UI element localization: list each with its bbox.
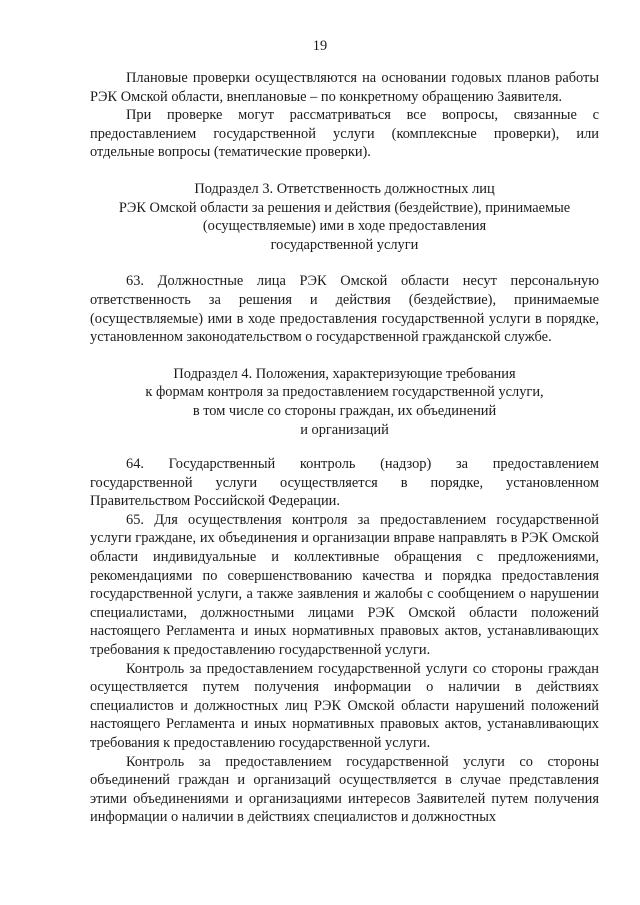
heading-line: и организаций <box>300 421 389 438</box>
page-number: 19 <box>312 38 328 54</box>
heading-line: в том числе со стороны граждан, их объединений <box>192 402 497 419</box>
heading-line: к формам контроля за предоставлением государственной услуги, <box>145 384 544 401</box>
heading-line: (осуществляемые) ими в ходе предоставления <box>202 218 487 235</box>
paragraph-65: 65. Для осуществления контроля за предоставлением государственной услуги граждане, их объединения и организации вправе направлять в РЭК Омской области индивидуальные и коллективные обращения с предложениями, рекомендациями по совершенствованию качества и порядка предоставления государственной услуги, а также заявления и жалобы с сообщением о нарушении специалистами, должностными лицами РЭК Омской области положений настоящего Регламента и иных нормативных правовых актов, устанавливающих требования к предоставлению государственной услуги. <box>90 511 599 659</box>
document-body <box>90 69 599 827</box>
subsection-3-heading <box>90 180 599 254</box>
heading-line: Подраздел 4. Положения, характеризующие требования <box>173 365 516 382</box>
paragraph-63: 63. Должностные лица РЭК Омской области несут персональную ответственность за решения и действия (бездействие), принимаемые (осуществляемые) ими в ходе предоставления государственной услуги в порядке, установленном законодательством о государственной гражданской службе. <box>90 273 599 346</box>
paragraph-planned-inspections: Плановые проверки осуществляются на основании годовых планов работы РЭК Омской области, внеплановые – по конкретному обращению Заявителя. <box>90 70 599 105</box>
paragraph-64: 64. Государственный контроль (надзор) за предоставлением государственной услуги осуществляется в порядке, установленном Правительством Российской Федерации. <box>90 456 599 510</box>
paragraph-citizen-control: Контроль за предоставлением государственной услуги со стороны граждан осуществляется путем получения информации о наличии в действиях специалистов и должностных лиц РЭК Омской области нарушений положений настоящего Регламента и иных нормативных правовых актов, устанавливающих требования к предоставлению государственной услуги. <box>90 660 599 751</box>
paragraph-association-control: Контроль за предоставлением государственной услуги со стороны объединений граждан и организаций осуществляется в случае представления этими объединениями и организациями интересов Заявителей путем получения информации о наличии в действиях специалистов и должностных <box>90 753 599 826</box>
heading-line: государственной услуги <box>270 236 419 253</box>
heading-line: РЭК Омской области за решения и действия (бездействие), принимаемые <box>118 199 571 216</box>
heading-line: Подраздел 3. Ответственность должностных лиц <box>194 180 495 197</box>
subsection-4-heading <box>90 365 599 439</box>
paragraph-inspection-scope: При проверке могут рассматриваться все вопросы, связанные с предоставлением государственной услуги (комплексные проверки), или отдельные вопросы (тематические проверки). <box>90 107 599 161</box>
